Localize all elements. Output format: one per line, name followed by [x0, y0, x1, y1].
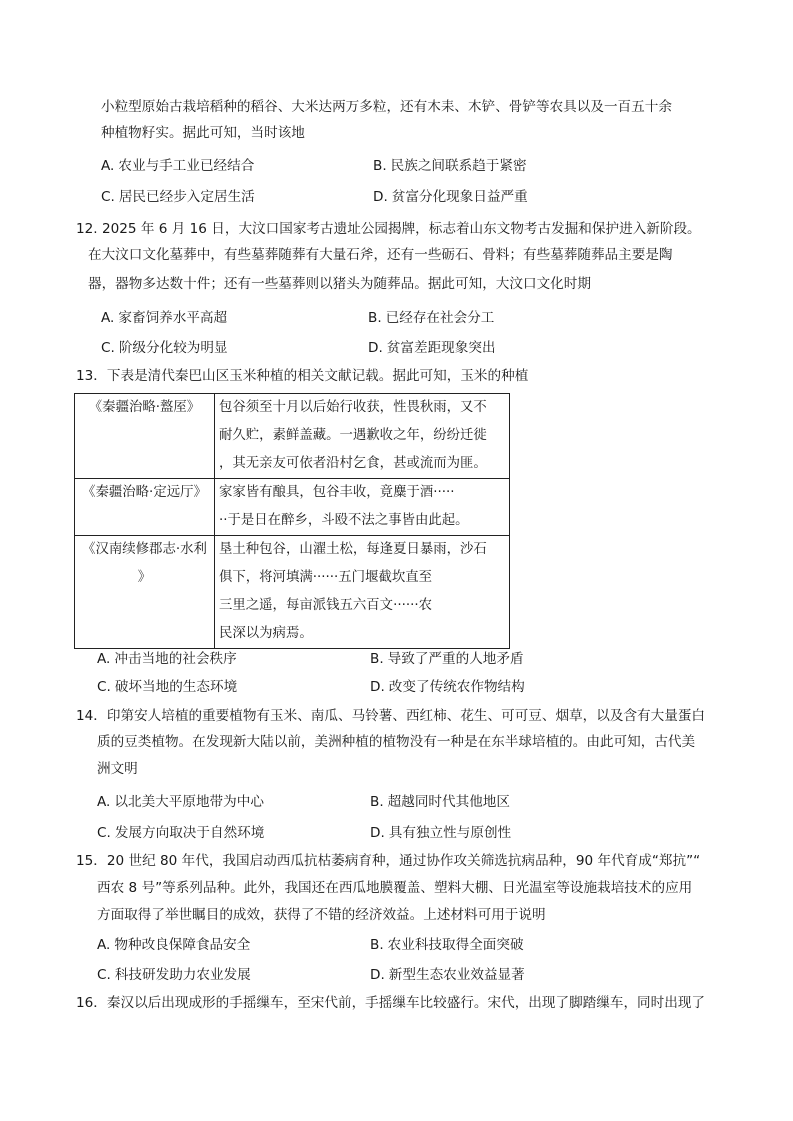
- q11-option-c: C. 居民已经步入定居生活: [101, 189, 255, 205]
- q14-stem-line-3: 洲文明: [97, 761, 138, 777]
- q13-source-table: [74, 393, 510, 649]
- table-row: [75, 479, 510, 536]
- q12-stem-line-2: 在大汶口文化墓葬中，有些墓葬随葬有大量石斧，还有一些砺石、骨料；有些墓葬随葬品主要是陶: [88, 247, 673, 263]
- q16-stem-line-1: 16．秦汉以后出现成形的手摇缫车，至宋代前，手摇缫车比较盛行。宋代，出现了脚踏缫车，同时出现了: [76, 995, 706, 1011]
- q13-option-c: C. 破坏当地的生态环境: [97, 679, 238, 695]
- q13-option-d: D. 改变了传统农作物结构: [370, 679, 525, 695]
- q15-option-d: D. 新型生态农业效益显著: [370, 967, 525, 983]
- q14-stem-line-2: 质的豆类植物。在发现新大陆以前，美洲种植的植物没有一种是在东半球培植的。由此可知，古代美: [97, 734, 696, 750]
- table-cell-source: 《汉南续修郡志·水利 》: [75, 536, 215, 649]
- q13-option-a: A. 冲击当地的社会秩序: [97, 651, 237, 667]
- table-cell-text: 垦土种包谷，山濯土松，每逢夏日暴雨，沙石 俱下，将河填满······五门堰截坎直至 三里之遥，每亩派钱五六百文······农 民深以为病焉。: [215, 536, 510, 649]
- table-row: [75, 394, 510, 479]
- q15-option-b: B. 农业科技取得全面突破: [370, 937, 524, 953]
- q11-stem-line-1: 小粒型原始古栽培稻种的稻谷、大米达两万多粒，还有木耒、木铲、骨铲等农具以及一百五十余: [101, 99, 672, 115]
- q15-option-a: A. 物种改良保障食品安全: [97, 937, 251, 953]
- q14-option-c: C. 发展方向取决于自然环境: [97, 825, 265, 841]
- q12-option-d: D. 贫富差距现象突出: [368, 340, 496, 356]
- q13-option-b: B. 导致了严重的人地矛盾: [370, 651, 524, 667]
- q12-stem-line-1: 12. 2025 年 6 月 16 日，大汶口国家考古遗址公园揭牌，标志着山东文物考古发掘和保护进入新阶段。: [76, 221, 701, 237]
- q11-option-a: A. 农业与手工业已经结合: [101, 158, 255, 174]
- q14-option-d: D. 具有独立性与原创性: [370, 825, 512, 841]
- table-cell-source: 《秦疆治略·盩厔》: [75, 394, 215, 479]
- q12-stem-line-3: 器，器物多达数十件；还有一些墓葬则以猪头为随葬品。据此可知，大汶口文化时期: [88, 276, 591, 292]
- table-cell-source: 《秦疆治略·定远厅》: [75, 479, 215, 536]
- q14-option-b: B. 超越同时代其他地区: [370, 794, 510, 810]
- q15-stem-line-2: 西农 8 号”等系列品种。此外，我国还在西瓜地膜覆盖、塑料大棚、日光温室等设施栽培技术的应用: [97, 880, 693, 896]
- q14-stem-line-1: 14．印第安人培植的重要植物有玉米、南瓜、马铃薯、西红柿、花生、可可豆、烟草，以及含有大量蛋白: [76, 708, 706, 724]
- q15-stem-line-1: 15．20 世纪 80 年代，我国启动西瓜抗枯萎病育种，通过协作攻关筛选抗病品种，90 年代育成“郑抗”“: [76, 853, 701, 869]
- q14-option-a: A. 以北美大平原地带为中心: [97, 794, 264, 810]
- q12-option-b: B. 已经存在社会分工: [368, 310, 495, 326]
- q12-option-c: C. 阶级分化较为明显: [101, 340, 228, 356]
- q13-stem: 13．下表是清代秦巴山区玉米种植的相关文献记载。据此可知，玉米的种植: [76, 368, 529, 384]
- q11-option-d: D. 贫富分化现象日益严重: [373, 189, 528, 205]
- table-cell-text: 包谷须至十月以后始行收获，性畏秋雨，又不 耐久贮，素鲜盖藏。一遇歉收之年，纷纷迁徙 ，其无亲友可依者沿村乞食，甚或流而为匪。: [215, 394, 510, 479]
- table-cell-text: 家家皆有酿具，包谷丰收，竟麋于酒····· ··于是日在醉乡，斗殴不法之事皆由此起。: [215, 479, 510, 536]
- q12-option-a: A. 家畜饲养水平高超: [101, 310, 228, 326]
- q15-option-c: C. 科技研发助力农业发展: [97, 967, 251, 983]
- table-row: [75, 536, 510, 649]
- q11-option-b: B. 民族之间联系趋于紧密: [373, 158, 527, 174]
- q15-stem-line-3: 方面取得了举世瞩目的成效，获得了不错的经济效益。上述材料可用于说明: [97, 907, 546, 923]
- q11-stem-line-2: 种植物籽实。据此可知，当时该地: [101, 125, 305, 141]
